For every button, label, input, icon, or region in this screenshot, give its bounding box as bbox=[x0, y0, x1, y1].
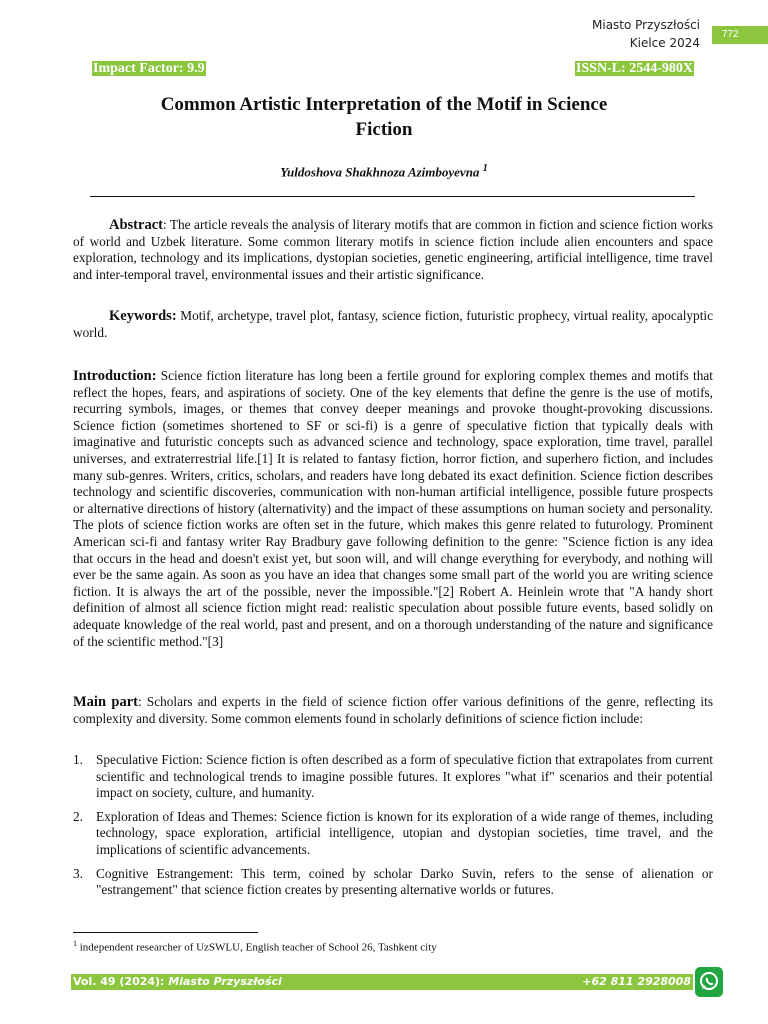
footer-journal: Miasto Przyszłości bbox=[168, 975, 282, 988]
list-item-text: Exploration of Ideas and Themes: Science fiction is known for its exploration of a wide range of themes, including technology, space exploration, artificial intelligence, utopian and dystopian societies, time travel, and the implications of scientific advancements. bbox=[96, 808, 713, 857]
keywords-label: Keywords: bbox=[109, 308, 177, 324]
footer-citation bbox=[73, 974, 282, 990]
author-footnote-mark: 1 bbox=[482, 163, 488, 174]
author-line bbox=[90, 163, 678, 180]
list-item bbox=[73, 752, 713, 802]
introduction-label: Introduction: bbox=[73, 368, 157, 384]
journal-name: Miasto Przyszłości bbox=[592, 18, 700, 32]
list-item bbox=[73, 809, 713, 859]
impact-factor-label: Impact Factor: 9.9 bbox=[93, 61, 205, 76]
abstract-text: : The article reveals the analysis of literary motifs that are common in fiction and science fiction works of world and Uzbek literature. Some common literary motifs in science fiction include alien encounters and space exploration, technology and its implications, dystopian societies, genetic engineering, artificial intelligence, time travel and inter-temporal travel, environmental issues and their artistic significance. bbox=[73, 217, 713, 282]
list-item bbox=[73, 866, 713, 899]
definitions-list bbox=[73, 752, 713, 906]
main-part-section bbox=[73, 694, 713, 727]
footnote-divider bbox=[73, 932, 258, 933]
introduction-text: Science fiction literature has long been a fertile ground for exploring complex themes and motifs that reflect the hopes, fears, and aspirations of society. One of the key elements that define the genre is the use of motifs, recurring symbols, images, or themes that convey deeper meanings and provoke thought-provoking discussions. Science fiction (sometimes shortened to SF or sci-fi) is a genre of speculative fiction that typically deals with imaginative and futuristic concepts such as advanced science and technology, space exploration, time travel, parallel universes, and extraterrestrial life.[1] It is related to fantasy fiction, horror fiction, and superhero fiction, and includes many sub-genres. Writers, critics, scholars, and readers have long debated its exact definition. Science fiction describes technology and scientific discoveries, communication with non-human artificial intelligence, possible future prospects or alternative directions of history (alternativity) and the impact of these assumptions on human society and personality. The plots of science fiction works are often set in the future, which makes this genre related to futurology. Prominent American sci-fi and fantasy writer Ray Bradbury gave following definition to the genre: "Science fiction is any idea that occurs in the head and doesn't exist yet, but soon will, and will change everything for everybody, and nothing will ever be the same again. As soon as you have an idea that changes some small part of the world you are writing science fiction. It is always the art of the possible, never the impossible."[2] Robert A. Heinlein wrote that "A handy short definition of almost all science fiction might read: realistic speculation about possible future events, based solidly on adequate knowledge of the real world, past and present, and on a thorough understanding of the nature and significance of the scientific method."[3] bbox=[73, 368, 713, 649]
issn-label: ISSN-L: 2544-980X bbox=[575, 61, 693, 76]
keywords-text: Motif, archetype, travel plot, fantasy, science fiction, futuristic prophecy, virtual reality, apocalyptic world. bbox=[73, 308, 713, 340]
list-item-number: 3. bbox=[73, 865, 83, 881]
keywords-section bbox=[73, 308, 713, 341]
list-item-text: Speculative Fiction: Science fiction is often described as a form of speculative fiction that extrapolates from current scientific and technological trends to imagine possible futures. It explores "what if" scenarios and their potential impact on society, culture, and humanity. bbox=[96, 752, 713, 801]
abstract-label: Abstract bbox=[109, 217, 163, 233]
footer-phone: +62 811 2928008 bbox=[582, 975, 691, 988]
introduction-section bbox=[73, 368, 713, 650]
footnote-text: independent researcher of UzSWLU, English teacher of School 26, Tashkent city bbox=[77, 941, 437, 954]
list-item-number: 1. bbox=[73, 752, 83, 767]
title-line-2: Fiction bbox=[355, 119, 413, 140]
page-number-badge: 772 bbox=[712, 26, 768, 44]
journal-header bbox=[592, 16, 700, 52]
title-line-1: Common Artistic Interpretation of the Motif in Science bbox=[160, 94, 608, 115]
list-item-text: Cognitive Estrangement: This term, coined by scholar Darko Suvin, refers to the sense of alienation or "estrangement" that science fiction creates by presenting alternative worlds or futures. bbox=[96, 865, 713, 898]
footnote bbox=[73, 937, 437, 955]
author-name: Yuldoshova Shakhnoza Azimboyevna bbox=[280, 164, 480, 180]
abstract-section bbox=[73, 217, 713, 283]
whatsapp-icon[interactable] bbox=[695, 967, 723, 997]
title-divider bbox=[90, 196, 695, 197]
list-item-number: 2. bbox=[73, 808, 83, 824]
article-title bbox=[90, 92, 678, 142]
footer-volume: Vol. 49 (2024): bbox=[73, 975, 169, 988]
journal-city-year: Kielce 2024 bbox=[629, 36, 700, 50]
main-part-label: Main part bbox=[73, 694, 139, 710]
footnote-mark: 1 bbox=[73, 939, 77, 948]
main-part-text: : Scholars and experts in the field of science fiction offer various definitions of the genre, reflecting its complexity and diversity. Some common elements found in scholarly definitions of science fiction include: bbox=[73, 694, 713, 726]
